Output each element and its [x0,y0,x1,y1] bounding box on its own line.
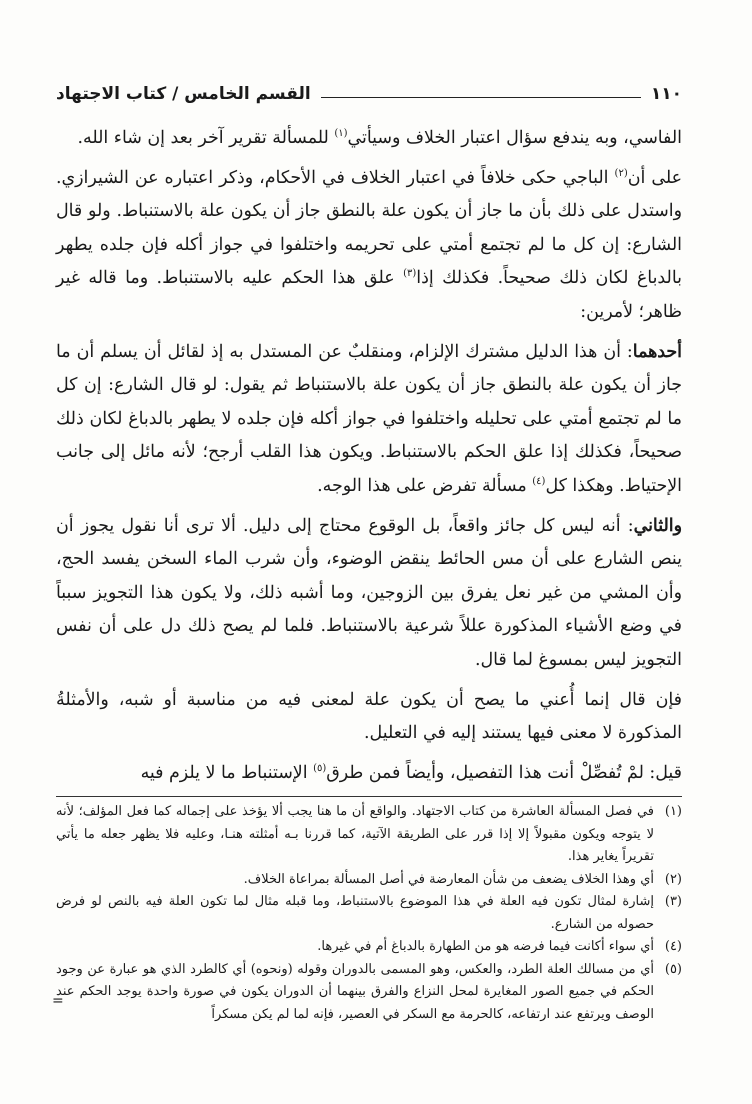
footnote-divider [56,796,682,797]
paragraph-3: أحدهما: أن هذا الدليل مشترك الإلزام، ومنقلبٌ عن المستدل به إذ لقائل أن يسلم أن ما جاز أن يكون علة بالنطق جاز أن يكون علة بالاستنباط ثم يقول: لو قال الشارع: إن كل ما لم تجتمع أمتي على تحليله واختلفوا في جواز أكله فإن جلده لا يطهر بالدباغ لكان ذلك صحيحاً، فكذلك إذا علق الحكم بالاستنباط. ويكون هذا القلب أرجح؛ لأنه مائل إلى جانب الإحتياط. وهكذا كل$^{(٤)}$ مسألة تفرض على هذا الوجه. [56,341,682,496]
first-point-lead: أحدهما [632,341,682,362]
page-number: ١١٠ [650,84,682,104]
continuation-mark: = [52,993,64,1009]
header-rule [321,97,641,98]
footnote-5: (٥) أي من مسالك العلة الطرد، والعكس، وهو المسمى بالدوران وقوله (ونحوه) أي كالطرد الذي هو عبارة عن وجود الحكم في جميع الصور المغايرة لمحل النزاع والفرق بينهما أن الدوران يكون في صورة واحدة يوجد الحكم عند الوصف ويرتفع عند ارتفاعه، كالحرمة مع السكر في العصير، فإنه لما لم يكن مسكراً [56,961,682,1022]
second-point-lead: والثاني [633,515,682,536]
paragraph-2: على أن$^{(٢)}$ الباجي حكى خلافاً في اعتبار الخلاف في الأحكام، وذكر اعتباره عن الشيرازي. واستدل على ذلك بأن ما جاز أن يكون علة بالنطق جاز أن يكون علة بالاستنباط. ولو قال الشارع: إن كل ما لم تجتمع أمتي على تحريمه واختلفوا في جواز أكله فإن جلده يطهر بالدباغ لكان ذلك صحيحاً. فكذلك إذا$^{(٣)}$ علق هذا الحكم عليه بالاستنباط. وما قاله غير ظاهر؛ لأمرين: [56,167,682,322]
footnote-ref-3: (٣) [403,268,417,280]
footnote-4: (٤) أي سواء أكانت فيما فرضه هو من الطهارة بالدباغ أم في غيرها. [317,939,682,955]
paragraph-4: والثاني: أنه ليس كل جائز واقعاً، بل الوقوع محتاج إلى دليل. ألا ترى أنا نقول يجوز أن ينص الشارع على أن مس الحائط ينقض الوضوء، وأن شرب الماء السخن يفسد الحج، وأن المشي من غير نعل يفرق بين الزوجين، وما أشبه ذلك، ولا يكون هذا التجويز سبباً في وضع الأشياء المذكورة عللاً شرعية بالاستنباط. فلما لم يصح ذلك دل على أن نفس التجويز ليس بمسوغ لما قال. [56,515,682,670]
main-text [56,122,682,790]
paragraph-1: الفاسي، وبه يندفع سؤال اعتبار الخلاف وسيأتي$^{(١)}$ للمسألة تقرير آخر بعد إن شاء الله. [77,128,682,148]
footnote-2: (٢) أي وهذا الخلاف يضعف من شأن المعارضة في أصل المسألة بمراعاة الخلاف. [243,871,682,887]
page-header [56,74,682,104]
footnote-ref-2: (٢) [614,167,628,179]
paragraph-5: فإن قال إنما أُعني ما يصح أن يكون علة لمعنى فيه من مناسبة أو شبه، والأمثلةُ المذكورة لا معنى فيها يستند إليه في التعليل. [56,689,682,744]
paragraph-6: قيل: لمْ تُفصِّلْ أنت هذا التفصيل، وأيضاً فمن طرق$^{(٥)}$ الإستنباط ما لا يلزم فيه [140,762,682,783]
footnote-ref-4: (٤) [532,476,546,488]
footnote-ref-5: (٥) [313,762,327,774]
footnote-1: (١) في فصل المسألة العاشرة من كتاب الاجتهاد. والواقع أن ما هنا يجب ألا يؤخذ على إجماله كما فعل المؤلف؛ لأنه لا يتوجه ويكون مقبولاً إلا إذا قرر على الطريقة الآتية، كما قررنا بـه أمثلته هنـا، وعليه فلا يظهر جعله ما يأتي تقريراً يغاير هذا. [56,804,682,865]
footnotes [56,801,682,1026]
running-title: القسم الخامس / كتاب الاجتهاد [56,84,311,104]
footnote-ref-1: (١) [334,128,348,140]
footnote-3: (٣) إشارة لمثال تكون فيه العلة في هذا الموضوع بالاستنباط، وما قبله مثال لما تكون العلة فيه بالنص لو فرض حصوله من الشارع. [56,894,682,932]
